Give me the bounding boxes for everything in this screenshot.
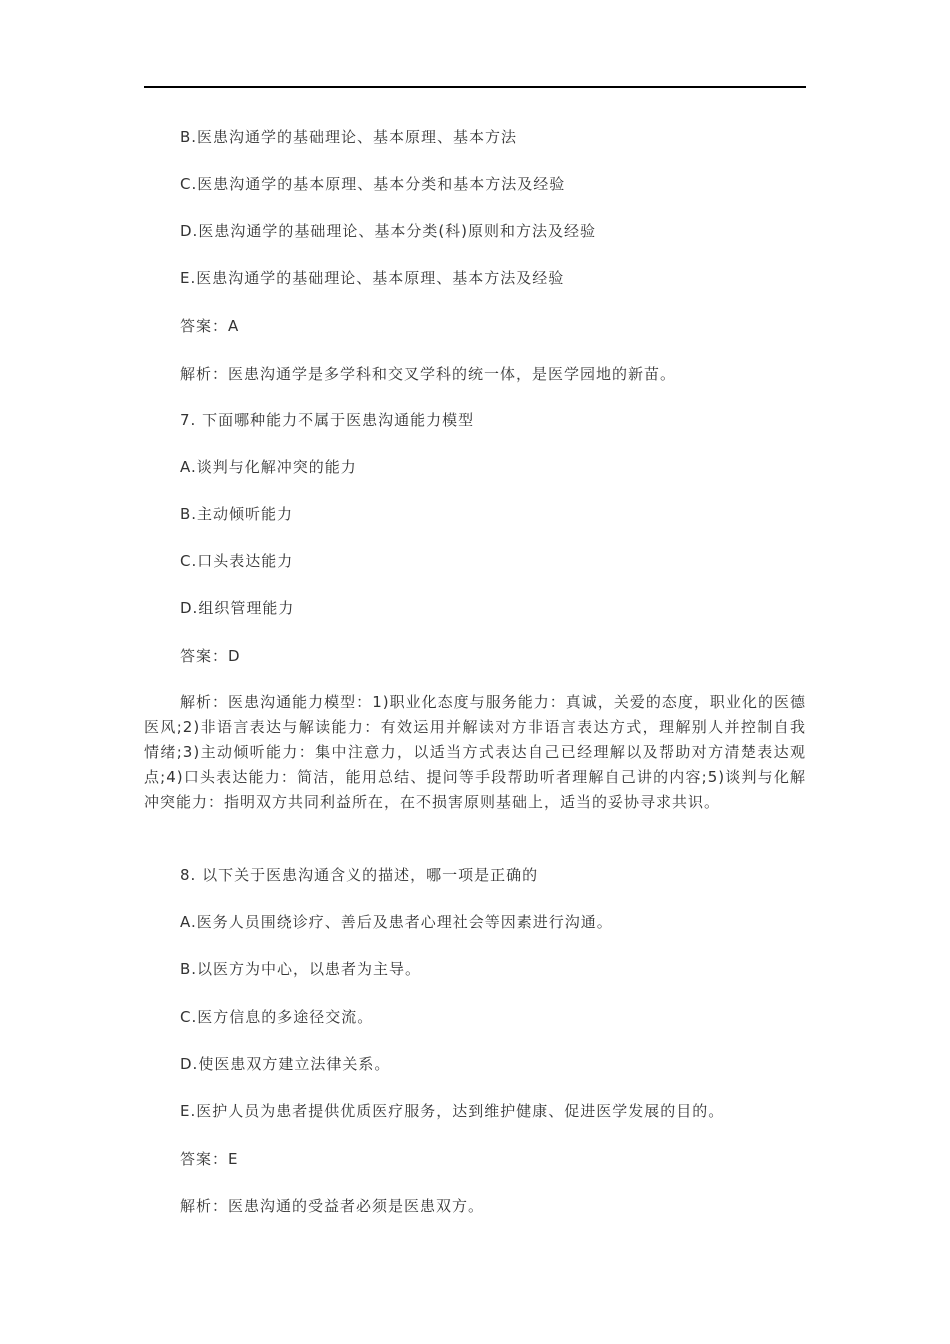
- question-7: 7. 下面哪种能力不属于医患沟通能力模型: [180, 411, 475, 429]
- option-c-q8: C.医方信息的多途径交流。: [180, 1008, 374, 1026]
- option-c-q6: C.医患沟通学的基本原理、基本分类和基本方法及经验: [180, 175, 566, 193]
- option-b-q7: B.主动倾听能力: [180, 505, 294, 523]
- option-d-q6: D.医患沟通学的基础理论、基本分类(科)原则和方法及经验: [180, 222, 597, 240]
- option-b-q8: B.以医方为中心，以患者为主导。: [180, 960, 422, 978]
- option-d-q8: D.使医患双方建立法律关系。: [180, 1055, 391, 1073]
- option-d-q7: D.组织管理能力: [180, 599, 295, 617]
- explanation-q6: 解析：医患沟通学是多学科和交叉学科的统一体，是医学园地的新苗。: [180, 365, 677, 383]
- answer-q7: 答案：D: [180, 647, 241, 665]
- option-a-q8: A.医务人员围绕诊疗、善后及患者心理社会等因素进行沟通。: [180, 913, 613, 931]
- explanation-q7: 解析：医患沟通能力模型：1)职业化态度与服务能力：真诚，关爱的态度，职业化的医德医风;2)非语言表达与解读能力：有效运用并解读对方非语言表达方式，理解别人并控制自我情绪;3)主动倾听能力：集中注意力，以适当方式表达自己已经理解以及帮助对方清楚表达观点;4)口头表达能力：简洁，能用总结、提问等手段帮助听者理解自己讲的内容;5)谈判与化解冲突能力：指明双方共同利益所在，在不损害原则基础上，适当的妥协寻求共识。: [144, 693, 806, 811]
- question-8: 8. 以下关于医患沟通含义的描述，哪一项是正确的: [180, 866, 539, 884]
- header-rule: [144, 86, 806, 88]
- option-b-q6: B.医患沟通学的基础理论、基本原理、基本方法: [180, 128, 518, 146]
- option-e-q8: E.医护人员为患者提供优质医疗服务，达到维护健康、促进医学发展的目的。: [180, 1102, 725, 1120]
- answer-q8: 答案：E: [180, 1150, 239, 1168]
- answer-q6: 答案：A: [180, 317, 240, 335]
- option-e-q6: E.医患沟通学的基础理论、基本原理、基本方法及经验: [180, 269, 565, 287]
- explanation-q8: 解析：医患沟通的受益者必须是医患双方。: [180, 1197, 485, 1215]
- option-c-q7: C.口头表达能力: [180, 552, 294, 570]
- option-a-q7: A.谈判与化解冲突的能力: [180, 458, 357, 476]
